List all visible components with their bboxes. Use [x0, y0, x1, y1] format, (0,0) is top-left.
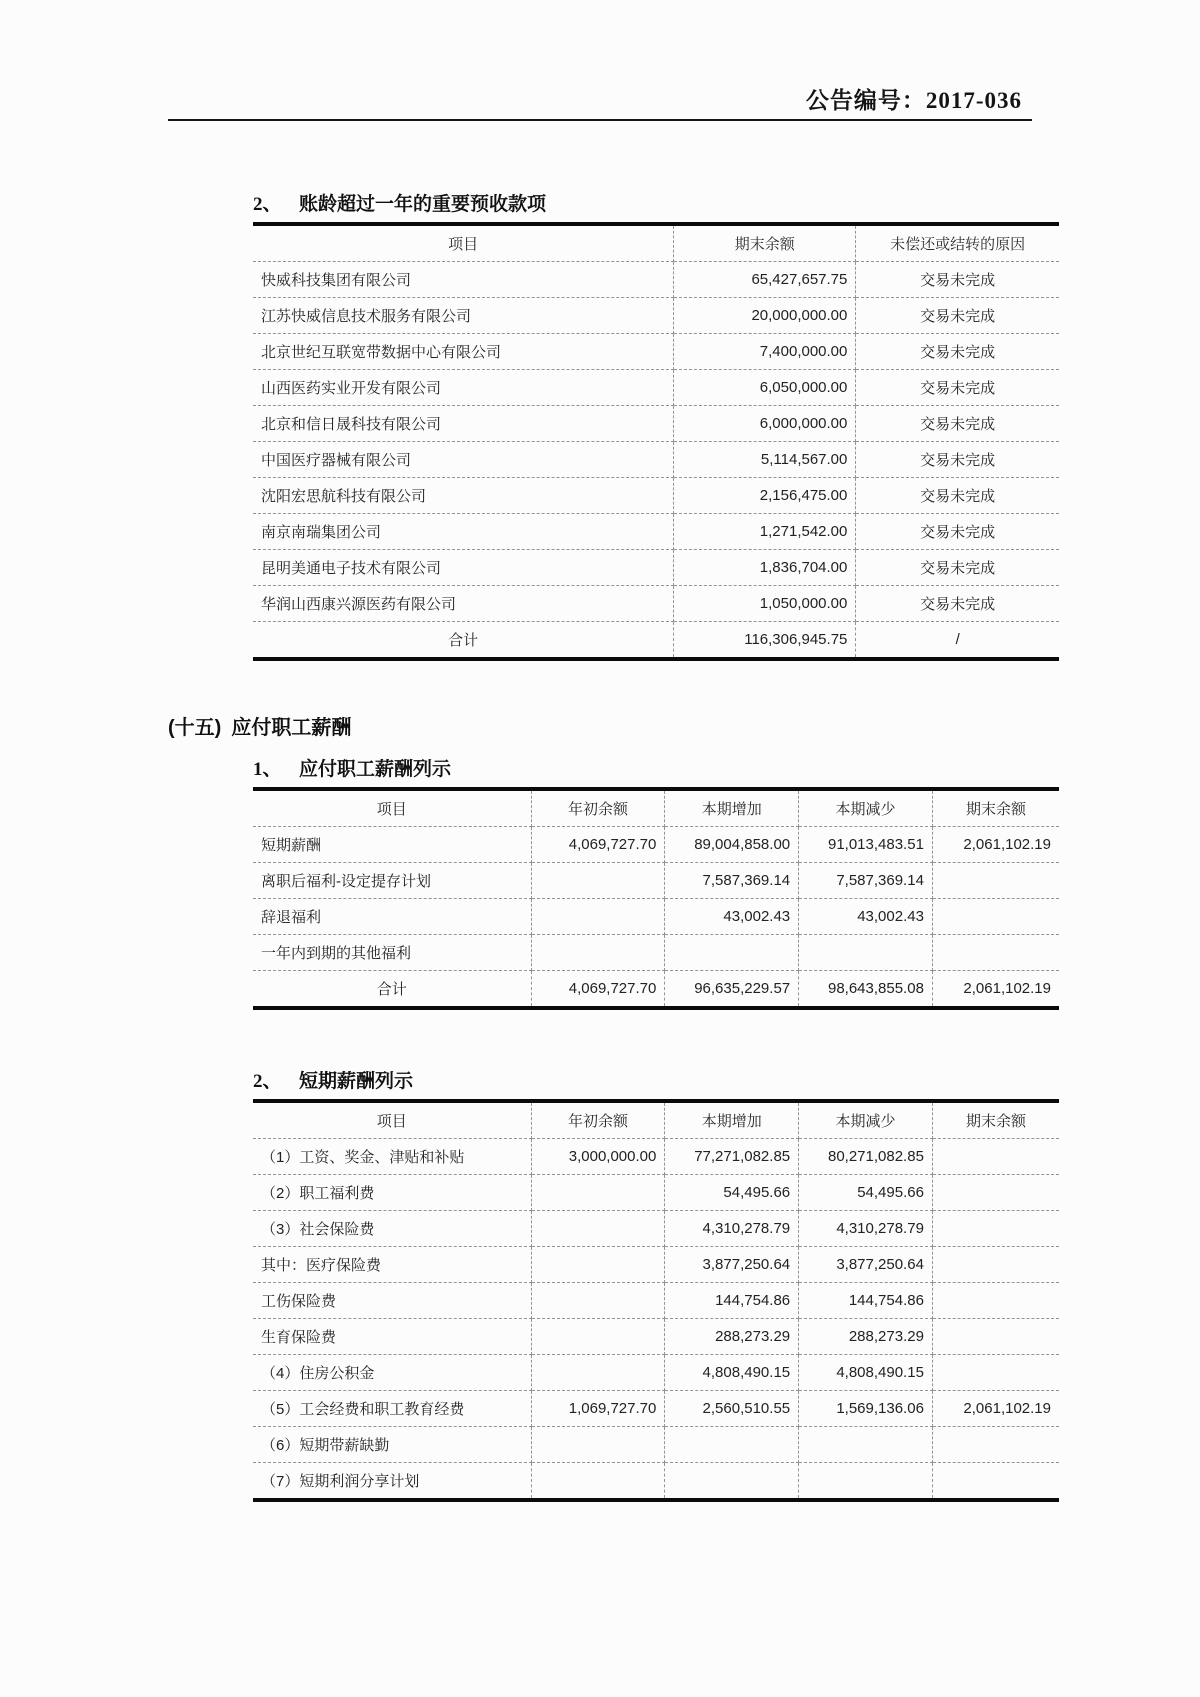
cell-total-reason: /	[955, 631, 960, 648]
cell-item: 一年内到期的其他福利	[253, 935, 531, 971]
column-header-item: 项目	[253, 1103, 531, 1139]
cell-decrease: 4,310,278.79	[799, 1211, 933, 1247]
cell-increase	[665, 1427, 799, 1463]
cell-decrease: 91,013,483.51	[799, 827, 933, 863]
cell-item: 短期薪酬	[253, 827, 531, 863]
cell-reason: 交易未完成	[856, 550, 1059, 586]
cell-decrease: 288,273.29	[799, 1319, 933, 1355]
cell-end	[932, 1247, 1059, 1283]
cell-end	[932, 1463, 1059, 1501]
cell-end	[932, 1283, 1059, 1319]
cell-begin	[531, 1319, 665, 1355]
cell-item: 其中：医疗保险费	[253, 1247, 531, 1283]
cell-balance: 1,050,000.00	[674, 586, 856, 622]
cell-item: 江苏快威信息技术服务有限公司	[253, 298, 674, 334]
cell-begin	[531, 899, 665, 935]
cell-end	[932, 1427, 1059, 1463]
cell-item: （4）住房公积金	[253, 1355, 531, 1391]
cell-reason: 交易未完成	[856, 406, 1059, 442]
column-header-end: 期末余额	[932, 1103, 1059, 1139]
cell-increase	[665, 1463, 799, 1501]
column-header-decrease: 本期减少	[799, 791, 933, 827]
header-divider	[168, 119, 1032, 121]
cell-increase: 77,271,082.85	[665, 1139, 799, 1175]
column-header-begin: 年初余额	[531, 791, 665, 827]
subsection-title-payroll-list	[253, 754, 1059, 791]
cell-decrease	[799, 935, 933, 971]
cell-item: 中国医疗器械有限公司	[253, 442, 674, 478]
cell-end: 2,061,102.19	[932, 1391, 1059, 1427]
cell-balance: 20,000,000.00	[674, 298, 856, 334]
cell-item: 南京南瑞集团公司	[253, 514, 674, 550]
table-row	[253, 1283, 1059, 1319]
cell-item: （7）短期利润分享计划	[253, 1463, 531, 1501]
column-header-end: 期末余额	[932, 791, 1059, 827]
section-title-text: 应付职工薪酬	[231, 717, 352, 739]
table-row	[253, 442, 1059, 478]
cell-begin	[531, 863, 665, 899]
cell-end	[932, 1139, 1059, 1175]
cell-begin	[531, 1211, 665, 1247]
table-row	[253, 863, 1059, 899]
cell-item: 辞退福利	[253, 899, 531, 935]
column-header-item: 项目	[253, 791, 531, 827]
cell-balance: 65,427,657.75	[674, 262, 856, 298]
column-header-item: 项目	[253, 226, 674, 262]
cell-begin	[531, 1463, 665, 1501]
cell-increase: 3,877,250.64	[665, 1247, 799, 1283]
table-row	[253, 262, 1059, 298]
cell-total-decrease: 98,643,855.08	[799, 971, 933, 1009]
cell-decrease: 7,587,369.14	[799, 863, 933, 899]
cell-item: 生育保险费	[253, 1319, 531, 1355]
cell-increase: 4,310,278.79	[665, 1211, 799, 1247]
table-row	[253, 1139, 1059, 1175]
cell-decrease	[799, 1427, 933, 1463]
cell-increase: 54,495.66	[665, 1175, 799, 1211]
cell-end	[932, 863, 1059, 899]
cell-reason: 交易未完成	[856, 334, 1059, 370]
table-row	[253, 935, 1059, 971]
table-row	[253, 899, 1059, 935]
cell-item: 北京和信日晟科技有限公司	[253, 406, 674, 442]
cell-total-balance: 116,306,945.75	[674, 622, 856, 660]
column-header-decrease: 本期减少	[799, 1103, 933, 1139]
cell-item: 离职后福利-设定提存计划	[253, 863, 531, 899]
cell-balance: 7,400,000.00	[674, 334, 856, 370]
subsection-title-text: 应付职工薪酬列示	[299, 759, 452, 780]
cell-reason: 交易未完成	[856, 298, 1059, 334]
cell-item: （5）工会经费和职工教育经费	[253, 1391, 531, 1427]
cell-total-begin: 4,069,727.70	[531, 971, 665, 1009]
cell-begin	[531, 935, 665, 971]
cell-balance: 6,000,000.00	[674, 406, 856, 442]
cell-begin	[531, 1175, 665, 1211]
column-header-begin: 年初余额	[531, 1103, 665, 1139]
table-row	[253, 1391, 1059, 1427]
table-header-row	[253, 791, 1059, 827]
cell-total-increase: 96,635,229.57	[665, 971, 799, 1009]
cell-begin	[531, 1355, 665, 1391]
table-header-row	[253, 1103, 1059, 1139]
cell-total-end: 2,061,102.19	[963, 980, 1051, 997]
cell-end	[932, 1175, 1059, 1211]
cell-reason: 交易未完成	[856, 442, 1059, 478]
subsection-number: 2、	[253, 1071, 282, 1092]
cell-total-label: 合计	[253, 971, 531, 1009]
table-row	[253, 370, 1059, 406]
column-header-increase: 本期增加	[665, 1103, 799, 1139]
cell-reason: 交易未完成	[856, 370, 1059, 406]
table-header-row	[253, 226, 1059, 262]
cell-increase: 7,587,369.14	[665, 863, 799, 899]
subsection-title-text: 短期薪酬列示	[299, 1071, 414, 1092]
cell-decrease: 4,808,490.15	[799, 1355, 933, 1391]
cell-reason: 交易未完成	[856, 514, 1059, 550]
column-header-balance: 期末余额	[674, 226, 856, 262]
cell-item: 昆明美通电子技术有限公司	[253, 550, 674, 586]
announcement-number: 公告编号：2017-036	[805, 88, 1022, 113]
cell-end	[932, 1211, 1059, 1247]
section-title-prepayments	[253, 189, 1059, 226]
table-row	[253, 586, 1059, 622]
cell-item: 快威科技集团有限公司	[253, 262, 674, 298]
cell-balance: 1,271,542.00	[674, 514, 856, 550]
cell-decrease	[799, 1463, 933, 1501]
cell-total-label: 合计	[253, 622, 674, 660]
cell-balance: 2,156,475.00	[674, 478, 856, 514]
table-row	[253, 827, 1059, 863]
table-row	[253, 406, 1059, 442]
cell-decrease: 1,569,136.06	[799, 1391, 933, 1427]
cell-reason: 交易未完成	[856, 478, 1059, 514]
table-row	[253, 1247, 1059, 1283]
cell-item: 北京世纪互联宽带数据中心有限公司	[253, 334, 674, 370]
cell-item: （1）工资、奖金、津贴和补贴	[253, 1139, 531, 1175]
table-row	[253, 1175, 1059, 1211]
table-row	[253, 478, 1059, 514]
subsection-title-short-term	[253, 1066, 1059, 1103]
table-row	[253, 1319, 1059, 1355]
short-term-comp-table	[253, 1103, 1059, 1502]
cell-increase: 43,002.43	[665, 899, 799, 935]
cell-increase: 288,273.29	[665, 1319, 799, 1355]
total-row	[253, 971, 1059, 1009]
page-header	[168, 0, 1032, 115]
cell-begin	[531, 1247, 665, 1283]
cell-item: 沈阳宏思航科技有限公司	[253, 478, 674, 514]
table-row	[253, 334, 1059, 370]
cell-end	[932, 935, 1059, 971]
cell-decrease: 144,754.86	[799, 1283, 933, 1319]
cell-item: （6）短期带薪缺勤	[253, 1427, 531, 1463]
table-row	[253, 550, 1059, 586]
cell-begin	[531, 1283, 665, 1319]
cell-end	[932, 899, 1059, 935]
subsection-number: 1、	[253, 759, 282, 780]
table-row	[253, 1427, 1059, 1463]
cell-end	[932, 1355, 1059, 1391]
cell-begin: 4,069,727.70	[531, 827, 665, 863]
cell-increase: 144,754.86	[665, 1283, 799, 1319]
cell-begin	[531, 1427, 665, 1463]
cell-item: 华润山西康兴源医药有限公司	[253, 586, 674, 622]
table-row	[253, 514, 1059, 550]
table-row	[253, 298, 1059, 334]
section-number: (十五)	[168, 717, 222, 739]
cell-decrease: 80,271,082.85	[799, 1139, 933, 1175]
cell-reason: 交易未完成	[856, 586, 1059, 622]
cell-item: （2）职工福利费	[253, 1175, 531, 1211]
cell-increase: 89,004,858.00	[665, 827, 799, 863]
cell-balance: 6,050,000.00	[674, 370, 856, 406]
cell-increase	[665, 935, 799, 971]
column-header-increase: 本期增加	[665, 791, 799, 827]
table-row	[253, 1355, 1059, 1391]
cell-balance: 1,836,704.00	[674, 550, 856, 586]
cell-decrease: 54,495.66	[799, 1175, 933, 1211]
cell-decrease: 43,002.43	[799, 899, 933, 935]
cell-item: 山西医药实业开发有限公司	[253, 370, 674, 406]
cell-increase: 4,808,490.15	[665, 1355, 799, 1391]
cell-item: （3）社会保险费	[253, 1211, 531, 1247]
cell-end	[932, 1319, 1059, 1355]
cell-begin: 1,069,727.70	[531, 1391, 665, 1427]
total-row	[253, 622, 1059, 660]
table-row	[253, 1211, 1059, 1247]
column-header-reason: 未偿还或结转的原因	[856, 226, 1059, 262]
table-row	[253, 1463, 1059, 1501]
cell-balance: 5,114,567.00	[674, 442, 856, 478]
cell-increase: 2,560,510.55	[665, 1391, 799, 1427]
prepayments-table	[253, 226, 1059, 661]
cell-item: 工伤保险费	[253, 1283, 531, 1319]
cell-reason: 交易未完成	[856, 262, 1059, 298]
section-number: 2、	[253, 194, 282, 215]
section-title-text: 账龄超过一年的重要预收款项	[299, 194, 547, 215]
payroll-summary-table	[253, 791, 1059, 1010]
cell-decrease: 3,877,250.64	[799, 1247, 933, 1283]
cell-begin: 3,000,000.00	[531, 1139, 665, 1175]
section-title-payroll	[168, 711, 1032, 740]
cell-end: 2,061,102.19	[932, 827, 1059, 863]
